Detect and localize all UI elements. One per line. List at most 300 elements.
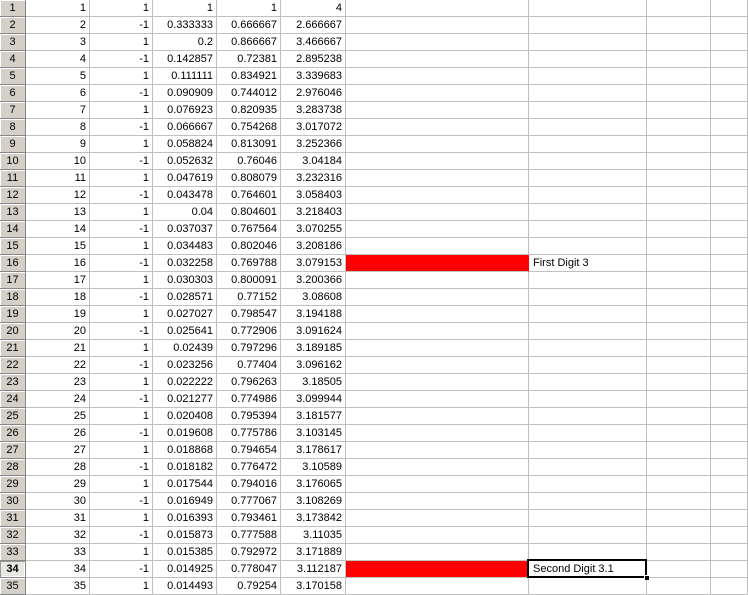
empty-cell[interactable] xyxy=(711,289,748,306)
cell-n[interactable]: 34 xyxy=(26,561,90,578)
cell-sign[interactable]: 1 xyxy=(90,306,153,323)
cell-sign[interactable]: 1 xyxy=(90,408,153,425)
row-header[interactable]: 16 xyxy=(0,255,26,272)
empty-cell[interactable] xyxy=(647,561,711,578)
empty-cell[interactable] xyxy=(711,255,748,272)
empty-cell[interactable] xyxy=(647,340,711,357)
row-header[interactable]: 14 xyxy=(0,221,26,238)
cell-sign[interactable]: 1 xyxy=(90,272,153,289)
row-header[interactable]: 10 xyxy=(0,153,26,170)
empty-cell[interactable] xyxy=(529,425,647,442)
empty-cell[interactable] xyxy=(711,323,748,340)
cell-term[interactable]: 0.052632 xyxy=(153,153,217,170)
cell-pi-approx[interactable]: 3.252366 xyxy=(281,136,346,153)
cell-pi-approx[interactable]: 3.099944 xyxy=(281,391,346,408)
empty-cell[interactable] xyxy=(529,0,647,17)
empty-cell[interactable] xyxy=(529,323,647,340)
empty-cell[interactable] xyxy=(711,561,748,578)
empty-cell[interactable] xyxy=(346,0,529,17)
empty-cell[interactable] xyxy=(711,34,748,51)
empty-cell[interactable] xyxy=(647,255,711,272)
cell-sign[interactable]: -1 xyxy=(90,187,153,204)
row-header[interactable]: 27 xyxy=(0,442,26,459)
empty-cell[interactable] xyxy=(346,442,529,459)
empty-cell[interactable] xyxy=(529,136,647,153)
cell-pi-approx[interactable]: 3.176065 xyxy=(281,476,346,493)
empty-cell[interactable] xyxy=(711,442,748,459)
cell-term[interactable]: 0.020408 xyxy=(153,408,217,425)
cell-pi-approx[interactable]: 3.08608 xyxy=(281,289,346,306)
row-header[interactable]: 26 xyxy=(0,425,26,442)
cell-term[interactable]: 0.015873 xyxy=(153,527,217,544)
empty-cell[interactable] xyxy=(647,459,711,476)
empty-cell[interactable] xyxy=(711,425,748,442)
cell-n[interactable]: 30 xyxy=(26,493,90,510)
row-header[interactable]: 2 xyxy=(0,17,26,34)
cell-term[interactable]: 0.025641 xyxy=(153,323,217,340)
empty-cell[interactable] xyxy=(647,221,711,238)
empty-cell[interactable] xyxy=(529,17,647,34)
empty-cell[interactable] xyxy=(711,306,748,323)
cell-pi-approx[interactable]: 3.208186 xyxy=(281,238,346,255)
cell-pi-approx[interactable]: 3.232316 xyxy=(281,170,346,187)
empty-cell[interactable] xyxy=(346,34,529,51)
empty-cell[interactable] xyxy=(529,442,647,459)
empty-cell[interactable] xyxy=(647,17,711,34)
empty-cell[interactable] xyxy=(711,391,748,408)
cell-n[interactable]: 31 xyxy=(26,510,90,527)
empty-cell[interactable] xyxy=(711,119,748,136)
row-header[interactable]: 25 xyxy=(0,408,26,425)
cell-n[interactable]: 26 xyxy=(26,425,90,442)
cell-partial-sum[interactable]: 0.754268 xyxy=(217,119,281,136)
cell-sign[interactable]: 1 xyxy=(90,374,153,391)
empty-cell[interactable] xyxy=(647,306,711,323)
empty-cell[interactable] xyxy=(529,357,647,374)
cell-partial-sum[interactable]: 0.800091 xyxy=(217,272,281,289)
empty-cell[interactable] xyxy=(711,340,748,357)
cell-n[interactable]: 27 xyxy=(26,442,90,459)
empty-cell[interactable] xyxy=(647,544,711,561)
empty-cell[interactable] xyxy=(529,153,647,170)
cell-sign[interactable]: -1 xyxy=(90,493,153,510)
empty-cell[interactable] xyxy=(529,289,647,306)
row-header[interactable]: 9 xyxy=(0,136,26,153)
cell-term[interactable]: 0.02439 xyxy=(153,340,217,357)
empty-cell[interactable] xyxy=(647,187,711,204)
empty-cell[interactable] xyxy=(346,374,529,391)
cell-partial-sum[interactable]: 0.764601 xyxy=(217,187,281,204)
cell-sign[interactable]: 1 xyxy=(90,238,153,255)
empty-cell[interactable] xyxy=(346,306,529,323)
empty-cell[interactable] xyxy=(647,272,711,289)
cell-sign[interactable]: -1 xyxy=(90,425,153,442)
empty-cell[interactable] xyxy=(647,119,711,136)
row-header[interactable]: 3 xyxy=(0,34,26,51)
empty-cell[interactable] xyxy=(346,170,529,187)
cell-term[interactable]: 0.032258 xyxy=(153,255,217,272)
cell-term[interactable]: 0.058824 xyxy=(153,136,217,153)
cell-partial-sum[interactable]: 0.797296 xyxy=(217,340,281,357)
empty-cell[interactable] xyxy=(529,170,647,187)
cell-partial-sum[interactable]: 0.834921 xyxy=(217,68,281,85)
cell-pi-approx[interactable]: 3.04184 xyxy=(281,153,346,170)
row-header[interactable]: 12 xyxy=(0,187,26,204)
cell-term[interactable]: 0.018182 xyxy=(153,459,217,476)
empty-cell[interactable] xyxy=(529,272,647,289)
empty-cell[interactable] xyxy=(647,289,711,306)
cell-sign[interactable]: 1 xyxy=(90,510,153,527)
cell-term[interactable]: 0.016949 xyxy=(153,493,217,510)
empty-cell[interactable] xyxy=(711,85,748,102)
cell-pi-approx[interactable]: 3.189185 xyxy=(281,340,346,357)
empty-cell[interactable] xyxy=(346,17,529,34)
cell-n[interactable]: 35 xyxy=(26,578,90,595)
cell-pi-approx[interactable]: 2.976046 xyxy=(281,85,346,102)
empty-cell[interactable] xyxy=(346,510,529,527)
cell-partial-sum[interactable]: 0.666667 xyxy=(217,17,281,34)
row-header[interactable]: 34 xyxy=(0,561,26,578)
cell-term[interactable]: 0.027027 xyxy=(153,306,217,323)
cell-sign[interactable]: -1 xyxy=(90,221,153,238)
cell-term[interactable]: 0.034483 xyxy=(153,238,217,255)
row-header[interactable]: 15 xyxy=(0,238,26,255)
empty-cell[interactable] xyxy=(529,578,647,595)
empty-cell[interactable] xyxy=(647,0,711,17)
row-header[interactable]: 5 xyxy=(0,68,26,85)
empty-cell[interactable] xyxy=(346,340,529,357)
empty-cell[interactable] xyxy=(529,493,647,510)
empty-cell[interactable] xyxy=(346,527,529,544)
empty-cell[interactable] xyxy=(346,153,529,170)
empty-cell[interactable] xyxy=(529,340,647,357)
empty-cell[interactable] xyxy=(346,119,529,136)
empty-cell[interactable] xyxy=(529,204,647,221)
empty-cell[interactable] xyxy=(647,391,711,408)
empty-cell[interactable] xyxy=(346,187,529,204)
cell-sign[interactable]: 1 xyxy=(90,476,153,493)
empty-cell[interactable] xyxy=(647,153,711,170)
empty-cell[interactable] xyxy=(647,408,711,425)
empty-cell[interactable] xyxy=(647,102,711,119)
empty-cell[interactable] xyxy=(529,85,647,102)
cell-pi-approx[interactable]: 3.170158 xyxy=(281,578,346,595)
row-header[interactable]: 1 xyxy=(0,0,26,17)
empty-cell[interactable] xyxy=(711,578,748,595)
cell-sign[interactable]: 1 xyxy=(90,136,153,153)
empty-cell[interactable] xyxy=(529,187,647,204)
cell-pi-approx[interactable]: 3.079153 xyxy=(281,255,346,272)
cell-partial-sum[interactable]: 0.775786 xyxy=(217,425,281,442)
cell-n[interactable]: 13 xyxy=(26,204,90,221)
empty-cell[interactable] xyxy=(711,459,748,476)
cell-term[interactable]: 0.019608 xyxy=(153,425,217,442)
empty-cell[interactable] xyxy=(711,102,748,119)
cell-sign[interactable]: 1 xyxy=(90,0,153,17)
cell-n[interactable]: 10 xyxy=(26,153,90,170)
cell-pi-approx[interactable]: 3.218403 xyxy=(281,204,346,221)
row-header[interactable]: 4 xyxy=(0,51,26,68)
cell-partial-sum[interactable]: 0.794016 xyxy=(217,476,281,493)
empty-cell[interactable] xyxy=(647,68,711,85)
row-header[interactable]: 28 xyxy=(0,459,26,476)
row-header[interactable]: 24 xyxy=(0,391,26,408)
cell-term[interactable]: 0.018868 xyxy=(153,442,217,459)
cell-term[interactable]: 1 xyxy=(153,0,217,17)
cell-partial-sum[interactable]: 0.772906 xyxy=(217,323,281,340)
empty-cell[interactable] xyxy=(711,493,748,510)
cell-n[interactable]: 14 xyxy=(26,221,90,238)
cell-sign[interactable]: -1 xyxy=(90,255,153,272)
empty-cell[interactable] xyxy=(346,204,529,221)
cell-partial-sum[interactable]: 0.776472 xyxy=(217,459,281,476)
row-header[interactable]: 21 xyxy=(0,340,26,357)
empty-cell[interactable] xyxy=(647,442,711,459)
empty-cell[interactable] xyxy=(711,238,748,255)
cell-n[interactable]: 4 xyxy=(26,51,90,68)
cell-n[interactable]: 33 xyxy=(26,544,90,561)
cell-sign[interactable]: 1 xyxy=(90,578,153,595)
cell-n[interactable]: 9 xyxy=(26,136,90,153)
empty-cell[interactable] xyxy=(711,221,748,238)
cell-n[interactable]: 22 xyxy=(26,357,90,374)
cell-n[interactable]: 2 xyxy=(26,17,90,34)
cell-partial-sum[interactable]: 0.798547 xyxy=(217,306,281,323)
cell-n[interactable]: 19 xyxy=(26,306,90,323)
cell-sign[interactable]: 1 xyxy=(90,204,153,221)
cell-partial-sum[interactable]: 0.72381 xyxy=(217,51,281,68)
cell-n[interactable]: 24 xyxy=(26,391,90,408)
cell-n[interactable]: 28 xyxy=(26,459,90,476)
empty-cell[interactable] xyxy=(647,238,711,255)
cell-pi-approx[interactable]: 3.017072 xyxy=(281,119,346,136)
row-header[interactable]: 35 xyxy=(0,578,26,595)
cell-partial-sum[interactable]: 0.794654 xyxy=(217,442,281,459)
cell-sign[interactable]: 1 xyxy=(90,34,153,51)
cell-partial-sum[interactable]: 0.77404 xyxy=(217,357,281,374)
cell-partial-sum[interactable]: 0.796263 xyxy=(217,374,281,391)
cell-term[interactable]: 0.014925 xyxy=(153,561,217,578)
empty-cell[interactable] xyxy=(647,51,711,68)
cell-partial-sum[interactable]: 0.813091 xyxy=(217,136,281,153)
empty-cell[interactable] xyxy=(647,527,711,544)
empty-cell[interactable] xyxy=(529,34,647,51)
empty-cell[interactable] xyxy=(647,34,711,51)
cell-pi-approx[interactable]: 3.171889 xyxy=(281,544,346,561)
cell-partial-sum[interactable]: 0.767564 xyxy=(217,221,281,238)
empty-cell[interactable] xyxy=(647,357,711,374)
empty-cell[interactable] xyxy=(647,476,711,493)
row-header[interactable]: 32 xyxy=(0,527,26,544)
cell-pi-approx[interactable]: 2.666667 xyxy=(281,17,346,34)
cell-partial-sum[interactable]: 0.777588 xyxy=(217,527,281,544)
cell-n[interactable]: 1 xyxy=(26,0,90,17)
cell-partial-sum[interactable]: 1 xyxy=(217,0,281,17)
cell-n[interactable]: 6 xyxy=(26,85,90,102)
empty-cell[interactable] xyxy=(346,51,529,68)
row-header[interactable]: 23 xyxy=(0,374,26,391)
cell-n[interactable]: 32 xyxy=(26,527,90,544)
cell-term[interactable]: 0.015385 xyxy=(153,544,217,561)
row-header[interactable]: 6 xyxy=(0,85,26,102)
cell-pi-approx[interactable]: 3.173842 xyxy=(281,510,346,527)
cell-sign[interactable]: 1 xyxy=(90,102,153,119)
empty-cell[interactable] xyxy=(346,357,529,374)
cell-n[interactable]: 12 xyxy=(26,187,90,204)
cell-sign[interactable]: -1 xyxy=(90,119,153,136)
cell-pi-approx[interactable]: 3.194188 xyxy=(281,306,346,323)
cell-term[interactable]: 0.047619 xyxy=(153,170,217,187)
empty-cell[interactable] xyxy=(647,204,711,221)
empty-cell[interactable] xyxy=(346,578,529,595)
empty-cell[interactable] xyxy=(346,136,529,153)
row-header[interactable]: 7 xyxy=(0,102,26,119)
cell-n[interactable]: 21 xyxy=(26,340,90,357)
row-header[interactable]: 33 xyxy=(0,544,26,561)
cell-partial-sum[interactable]: 0.778047 xyxy=(217,561,281,578)
cell-partial-sum[interactable]: 0.795394 xyxy=(217,408,281,425)
empty-cell[interactable] xyxy=(346,272,529,289)
cell-n[interactable]: 29 xyxy=(26,476,90,493)
cell-n[interactable]: 7 xyxy=(26,102,90,119)
cell-sign[interactable]: 1 xyxy=(90,340,153,357)
empty-cell[interactable] xyxy=(711,374,748,391)
empty-cell[interactable] xyxy=(346,493,529,510)
cell-n[interactable]: 8 xyxy=(26,119,90,136)
empty-cell[interactable] xyxy=(647,374,711,391)
cell-term[interactable]: 0.142857 xyxy=(153,51,217,68)
empty-cell[interactable] xyxy=(711,68,748,85)
row-header[interactable]: 18 xyxy=(0,289,26,306)
cell-pi-approx[interactable]: 3.178617 xyxy=(281,442,346,459)
empty-cell[interactable] xyxy=(346,221,529,238)
cell-partial-sum[interactable]: 0.792972 xyxy=(217,544,281,561)
empty-cell[interactable] xyxy=(711,17,748,34)
cell-pi-approx[interactable]: 3.108269 xyxy=(281,493,346,510)
cell-partial-sum[interactable]: 0.866667 xyxy=(217,34,281,51)
cell-sign[interactable]: -1 xyxy=(90,17,153,34)
cell-term[interactable]: 0.04 xyxy=(153,204,217,221)
cell-n[interactable]: 18 xyxy=(26,289,90,306)
empty-cell[interactable] xyxy=(346,238,529,255)
cell-n[interactable]: 16 xyxy=(26,255,90,272)
cell-pi-approx[interactable]: 3.181577 xyxy=(281,408,346,425)
empty-cell[interactable] xyxy=(529,374,647,391)
empty-cell[interactable] xyxy=(529,544,647,561)
empty-cell[interactable] xyxy=(647,136,711,153)
cell-n[interactable]: 17 xyxy=(26,272,90,289)
cell-pi-approx[interactable]: 3.112187 xyxy=(281,561,346,578)
empty-cell[interactable] xyxy=(529,510,647,527)
cell-term[interactable]: 0.016393 xyxy=(153,510,217,527)
cell-term[interactable]: 0.076923 xyxy=(153,102,217,119)
empty-cell[interactable] xyxy=(346,408,529,425)
empty-cell[interactable] xyxy=(711,476,748,493)
cell-partial-sum[interactable]: 0.793461 xyxy=(217,510,281,527)
cell-pi-approx[interactable]: 3.10589 xyxy=(281,459,346,476)
cell-pi-approx[interactable]: 3.070255 xyxy=(281,221,346,238)
cell-pi-approx[interactable]: 3.11035 xyxy=(281,527,346,544)
cell-pi-approx[interactable]: 3.091624 xyxy=(281,323,346,340)
cell-pi-approx[interactable]: 3.339683 xyxy=(281,68,346,85)
cell-sign[interactable]: -1 xyxy=(90,289,153,306)
row-header[interactable]: 29 xyxy=(0,476,26,493)
empty-cell[interactable] xyxy=(711,204,748,221)
cell-term[interactable]: 0.090909 xyxy=(153,85,217,102)
empty-cell[interactable] xyxy=(711,527,748,544)
cell-sign[interactable]: -1 xyxy=(90,85,153,102)
cell-term[interactable]: 0.028571 xyxy=(153,289,217,306)
cell-sign[interactable]: 1 xyxy=(90,170,153,187)
cell-term[interactable]: 0.333333 xyxy=(153,17,217,34)
row-header[interactable]: 22 xyxy=(0,357,26,374)
row-header[interactable]: 30 xyxy=(0,493,26,510)
cell-term[interactable]: 0.023256 xyxy=(153,357,217,374)
cell-pi-approx[interactable]: 3.18505 xyxy=(281,374,346,391)
empty-cell[interactable] xyxy=(529,306,647,323)
cell-partial-sum[interactable]: 0.804601 xyxy=(217,204,281,221)
cell-partial-sum[interactable]: 0.744012 xyxy=(217,85,281,102)
empty-cell[interactable] xyxy=(647,578,711,595)
annotation-cell[interactable]: First Digit 3 xyxy=(529,255,647,272)
empty-cell[interactable] xyxy=(346,459,529,476)
empty-cell[interactable] xyxy=(346,391,529,408)
empty-cell[interactable] xyxy=(529,68,647,85)
empty-cell[interactable] xyxy=(529,476,647,493)
cell-n[interactable]: 20 xyxy=(26,323,90,340)
empty-cell[interactable] xyxy=(647,510,711,527)
empty-cell[interactable] xyxy=(711,272,748,289)
empty-cell[interactable] xyxy=(647,493,711,510)
row-header[interactable]: 11 xyxy=(0,170,26,187)
empty-cell[interactable] xyxy=(346,85,529,102)
cell-term[interactable]: 0.111111 xyxy=(153,68,217,85)
cell-sign[interactable]: -1 xyxy=(90,323,153,340)
cell-pi-approx[interactable]: 3.103145 xyxy=(281,425,346,442)
cell-term[interactable]: 0.037037 xyxy=(153,221,217,238)
empty-cell[interactable] xyxy=(711,544,748,561)
cell-pi-approx[interactable]: 3.466667 xyxy=(281,34,346,51)
empty-cell[interactable] xyxy=(529,459,647,476)
cell-term[interactable]: 0.021277 xyxy=(153,391,217,408)
cell-partial-sum[interactable]: 0.774986 xyxy=(217,391,281,408)
cell-sign[interactable]: 1 xyxy=(90,68,153,85)
empty-cell[interactable] xyxy=(346,102,529,119)
cell-term[interactable]: 0.022222 xyxy=(153,374,217,391)
empty-cell[interactable] xyxy=(346,476,529,493)
cell-partial-sum[interactable]: 0.777067 xyxy=(217,493,281,510)
empty-cell[interactable] xyxy=(647,170,711,187)
cell-n[interactable]: 25 xyxy=(26,408,90,425)
cell-sign[interactable]: 1 xyxy=(90,442,153,459)
cell-partial-sum[interactable]: 0.808079 xyxy=(217,170,281,187)
cell-sign[interactable]: -1 xyxy=(90,357,153,374)
cell-sign[interactable]: -1 xyxy=(90,391,153,408)
cell-partial-sum[interactable]: 0.76046 xyxy=(217,153,281,170)
empty-cell[interactable] xyxy=(346,68,529,85)
cell-sign[interactable]: -1 xyxy=(90,153,153,170)
cell-sign[interactable]: -1 xyxy=(90,561,153,578)
row-header[interactable]: 13 xyxy=(0,204,26,221)
cell-pi-approx[interactable]: 3.058403 xyxy=(281,187,346,204)
cell-term[interactable]: 0.014493 xyxy=(153,578,217,595)
cell-term[interactable]: 0.030303 xyxy=(153,272,217,289)
cell-partial-sum[interactable]: 0.79254 xyxy=(217,578,281,595)
empty-cell[interactable] xyxy=(529,238,647,255)
empty-cell[interactable] xyxy=(711,187,748,204)
row-header[interactable]: 19 xyxy=(0,306,26,323)
cell-pi-approx[interactable]: 3.096162 xyxy=(281,357,346,374)
